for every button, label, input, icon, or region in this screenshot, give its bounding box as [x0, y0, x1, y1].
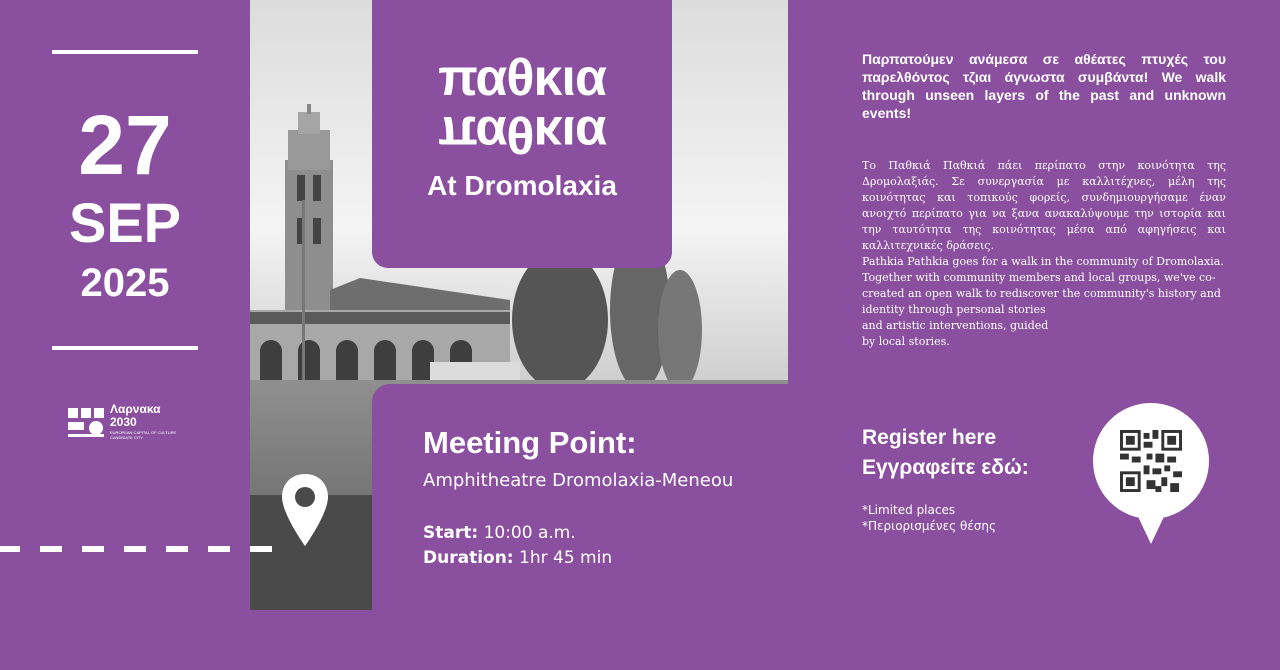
description-greek: Το Παθκιά Παθκιά πάει περίπατο στην κοινότητα της Δρομολαξιάς. Σε συνεργασία με καλλιτέχνες, μέλη της κοινότητας και τοπικούς φορείς, συνδημιουργήσαμε έναν ανοιχτό περίπατο για να ξανα ανακαλύψουμε την ιστορία και την ταυτότητα της κοινότητας μέσα από αφηγήσεις και καλλιτεχνικές δράσεις.: [862, 159, 1226, 252]
date-year: 2025: [80, 261, 170, 305]
road-dash: [82, 546, 104, 552]
start-value: 10:00 a.m.: [483, 523, 576, 543]
date-day: 27: [78, 98, 172, 192]
description-english: [862, 254, 1226, 350]
location-pin-icon: [280, 472, 330, 548]
duration-label: Duration:: [423, 548, 514, 568]
date-rule-top: [52, 50, 198, 54]
date-rule-bottom: [52, 346, 198, 350]
meeting-point-place: Amphitheatre Dromolaxia-Meneou: [423, 470, 734, 491]
road-dash: [124, 546, 146, 552]
road-dash: [0, 546, 20, 552]
road-dash: [166, 546, 188, 552]
pathkia-logo: [412, 50, 632, 162]
description-english-line: Pathkia Pathkia goes for a walk in the community of Dromolaxia. Together with community members and local groups, we've co-created an open walk to rediscover the community's history and identity through personal stories: [862, 255, 1224, 316]
duration-value: 1hr 45 min: [519, 548, 613, 568]
meeting-point-title: Meeting Point:: [423, 425, 637, 460]
limited-places-note-gr: *Περιορισμένες θέσης: [862, 519, 997, 533]
qr-code-icon[interactable]: [1120, 430, 1182, 492]
start-time: [423, 523, 576, 543]
description-english-line: by local stories.: [862, 335, 950, 348]
location-title: At Dromolaxia: [427, 170, 617, 201]
organizer-name: Λαρνακα: [110, 402, 161, 416]
organizer-year: 2030: [110, 415, 137, 429]
description-english-line: and artistic interventions, guided: [862, 319, 1049, 332]
logo-line-1: παθκια: [438, 49, 606, 107]
duration: [423, 548, 612, 568]
larnaka-2030-logo-icon: [66, 404, 106, 442]
date-month: SEP: [68, 191, 182, 254]
road-dash: [208, 546, 230, 552]
bottom-strip: [0, 610, 1280, 670]
start-label: Start:: [423, 523, 479, 543]
logo-line-2: παθκια: [438, 105, 606, 163]
road-dash: [250, 546, 272, 552]
intro-text: Παρπατούμεν ανάμεσα σε αθέατες πτυχές του παρελθόντος τζιαι άγνωστα συμβάντα! We walk through unseen layers of the past and unknown events!: [862, 51, 1226, 121]
register-title-gr: Εγγραφείτε εδώ:: [862, 456, 1029, 479]
organizer-subtitle: EUROPEAN CAPITAL OF CULTURE CANDIDATE CITY: [110, 430, 177, 440]
limited-places-note-en: *Limited places: [862, 503, 956, 517]
road-dash: [40, 546, 62, 552]
register-title-en: Register here: [862, 426, 997, 449]
